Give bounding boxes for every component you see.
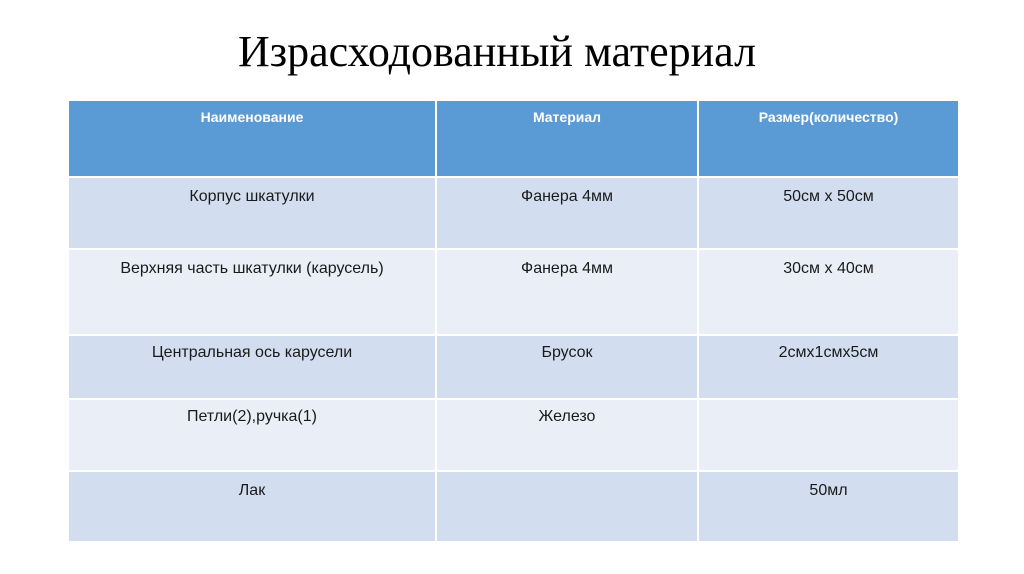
table-row	[68, 177, 959, 249]
header-size: Размер(количество)	[698, 100, 959, 177]
cell-name: Лак	[68, 471, 436, 542]
cell-name: Корпус шкатулки	[68, 177, 436, 249]
header-material: Материал	[436, 100, 698, 177]
cell-size	[698, 399, 959, 471]
cell-material: Железо	[436, 399, 698, 471]
cell-size: 2смх1смх5см	[698, 335, 959, 399]
cell-size: 50мл	[698, 471, 959, 542]
table-row	[68, 249, 959, 335]
table-row	[68, 335, 959, 399]
cell-name: Петли(2),ручка(1)	[68, 399, 436, 471]
header-name: Наименование	[68, 100, 436, 177]
table-row	[68, 471, 959, 542]
cell-material: Брусок	[436, 335, 698, 399]
table-row	[68, 399, 959, 471]
cell-size: 30см х 40см	[698, 249, 959, 335]
cell-material: Фанера 4мм	[436, 249, 698, 335]
cell-name: Центральная ось карусели	[68, 335, 436, 399]
cell-name: Верхняя часть шкатулки (карусель)	[68, 249, 436, 335]
cell-material: Фанера 4мм	[436, 177, 698, 249]
table-header-row	[68, 100, 959, 177]
cell-size: 50см х 50см	[698, 177, 959, 249]
materials-table	[67, 99, 960, 543]
cell-material	[436, 471, 698, 542]
slide-title: Израсходованный материал	[237, 27, 757, 76]
